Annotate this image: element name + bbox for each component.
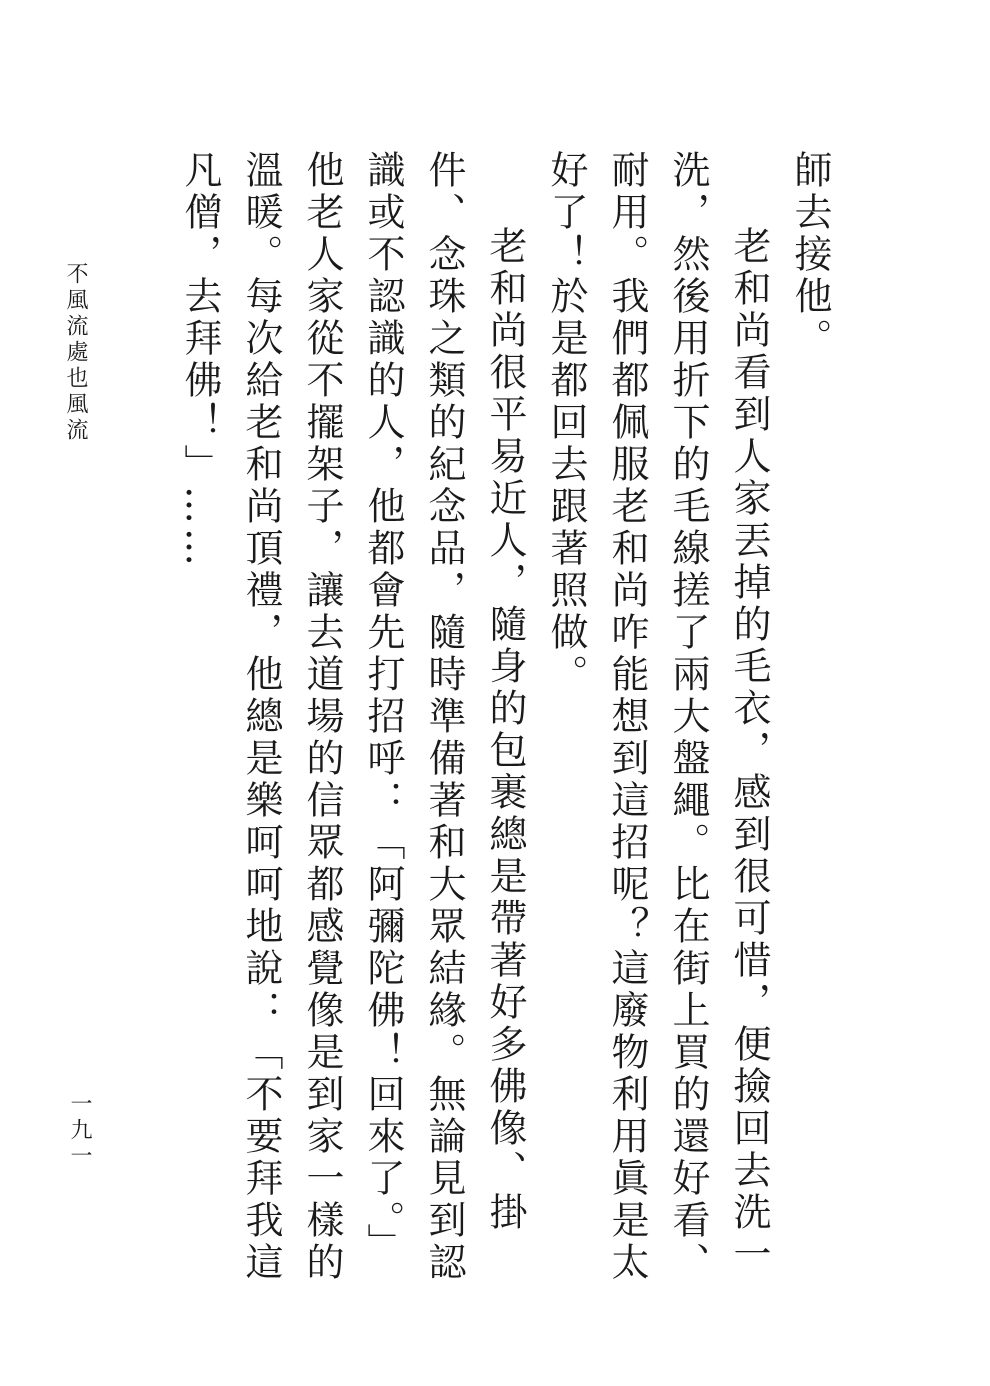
running-title: 不風流處也風流 xyxy=(63,262,88,444)
paragraph: 師去接他。 xyxy=(788,150,832,360)
paragraph: 老和尚很平易近人，隨身的包裹總是帶著好多佛像、掛件、念珠之類的紀念品，隨時準備著和大眾結緣。無論見到認識或不認識的人，他都會先打招呼：「阿彌陀佛！回來了。」他老人家從不擺架子，讓去道場的信眾都感覺像是到家一樣的溫暖。每次給老和尚頂禮，他總是樂呵呵地說：「不要拜我這凡僧，去拜佛！」…… xyxy=(178,150,527,1284)
body-text xyxy=(169,150,840,1300)
page-number: 一九一 xyxy=(67,1092,92,1170)
paragraph: 老和尚看到人家丟掉的毛衣，感到很可惜，便撿回去洗一洗，然後用折下的毛線搓了兩大盤繩。比在街上買的還好看、耐用。我們都佩服老和尚咋能想到這招呢？這廢物利用眞是太好了！於是都回去跟著照做。 xyxy=(544,150,771,1284)
